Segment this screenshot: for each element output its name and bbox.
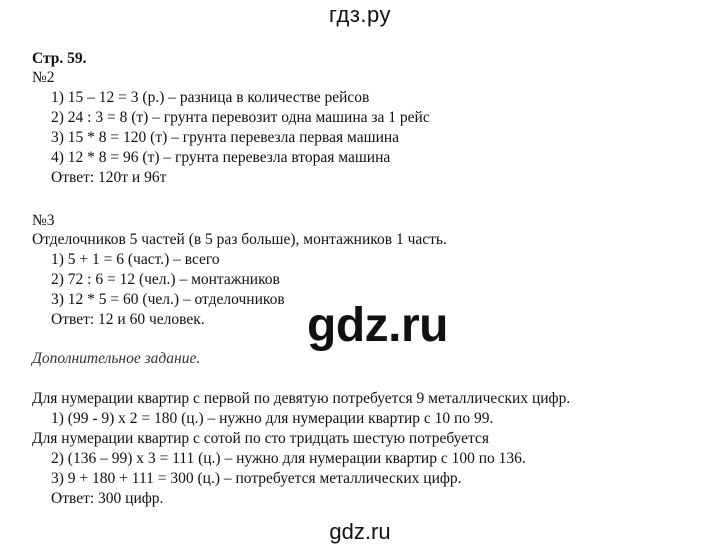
extra-task-intro-1: Для нумерации квартир с первой по девятую потребуется 9 металлических цифр. — [32, 390, 571, 407]
task-2-step-3: 3) 15 * 8 = 120 (т) – грунта перевезла первая машина — [51, 129, 400, 146]
extra-task-step-3: 3) 9 + 180 + 111 = 300 (ц.) – потребуется металлических цифр. — [51, 470, 462, 487]
task-3-number: №3 — [32, 212, 55, 229]
extra-task-step-1: 1) (99 - 9) х 2 = 180 (ц.) – нужно для нумерации квартир с 10 по 99. — [51, 410, 494, 427]
site-logo-bottom: gdz.ru — [329, 519, 391, 544]
task-2-step-2: 2) 24 : 3 = 8 (т) – грунта перевозит одна машина за 1 рейс — [51, 109, 430, 126]
extra-task-intro-2: Для нумерации квартир с сотой по сто тридцать шестую потребуется — [32, 430, 490, 447]
extra-task-step-2: 2) (136 – 99) х 3 = 111 (ц.) – нужно для нумерации квартир с 100 по 136. — [51, 450, 526, 467]
task-2-number: №2 — [32, 69, 55, 86]
task-3-answer: Ответ: 12 и 60 человек. — [51, 311, 205, 328]
task-2-answer: Ответ: 120т и 96т — [51, 169, 167, 186]
task-3-step-3: 3) 12 * 5 = 60 (чел.) – отделочников — [51, 291, 285, 308]
page-title: Стр. 59. — [32, 50, 87, 67]
task-3-step-2: 2) 72 : 6 = 12 (чел.) – монтажников — [51, 271, 280, 288]
site-logo-top: гдз.ру — [328, 2, 392, 27]
task-2-step-1: 1) 15 – 12 = 3 (р.) – разница в количестве рейсов — [51, 89, 370, 106]
watermark-logo: gdz.ru — [307, 299, 448, 352]
task-3-intro: Отделочников 5 частей (в 5 раз больше), монтажников 1 часть. — [32, 231, 447, 248]
extra-task-answer: Ответ: 300 цифр. — [51, 490, 164, 507]
task-3-step-1: 1) 5 + 1 = 6 (част.) – всего — [51, 251, 220, 268]
extra-task-title: Дополнительное задание. — [32, 350, 201, 367]
task-2-step-4: 4) 12 * 8 = 96 (т) – грунта перевезла вторая машина — [51, 149, 391, 166]
